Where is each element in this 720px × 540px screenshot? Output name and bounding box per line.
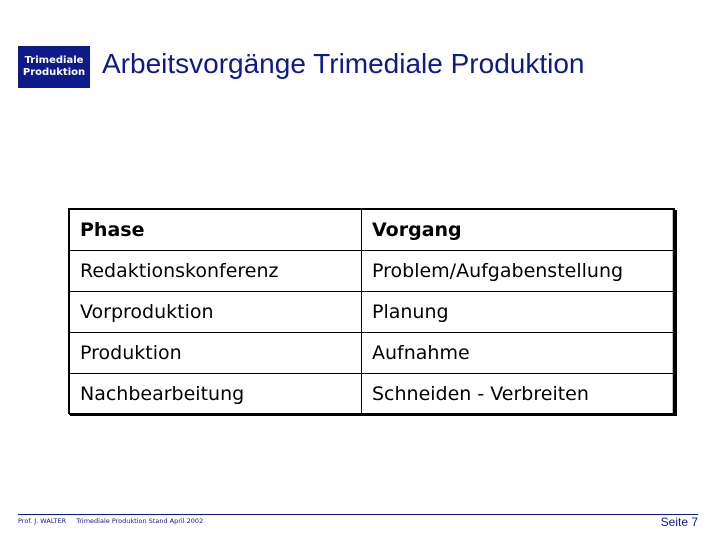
footer-author: Prof. J. WALTER	[18, 517, 67, 525]
logo-line-2: Produktion	[22, 67, 86, 78]
logo	[18, 46, 90, 88]
header-phase: Phase	[70, 210, 362, 251]
table-row	[70, 374, 674, 415]
table-row	[70, 333, 674, 374]
footer-left	[18, 517, 203, 525]
cell-vorgang: Planung	[362, 292, 674, 333]
cell-vorgang: Schneiden - Verbreiten	[362, 374, 674, 415]
phases-table	[68, 208, 675, 414]
table-row	[70, 292, 674, 333]
footer-course: Trimediale Produktion Stand April 2002	[76, 517, 204, 525]
page-number: Seite 7	[660, 515, 698, 529]
logo-line-1: Trimediale	[24, 55, 84, 66]
cell-phase: Nachbearbeitung	[70, 374, 362, 415]
footer-divider	[18, 514, 698, 515]
cell-phase: Vorproduktion	[70, 292, 362, 333]
table-header-row	[70, 210, 674, 251]
cell-vorgang: Problem/Aufgabenstellung	[362, 251, 674, 292]
slide-title: Arbeitsvorgänge Trimediale Produktion	[102, 48, 585, 79]
header-vorgang: Vorgang	[362, 210, 674, 251]
cell-phase: Redaktionskonferenz	[70, 251, 362, 292]
table-row	[70, 251, 674, 292]
cell-phase: Produktion	[70, 333, 362, 374]
cell-vorgang: Aufnahme	[362, 333, 674, 374]
